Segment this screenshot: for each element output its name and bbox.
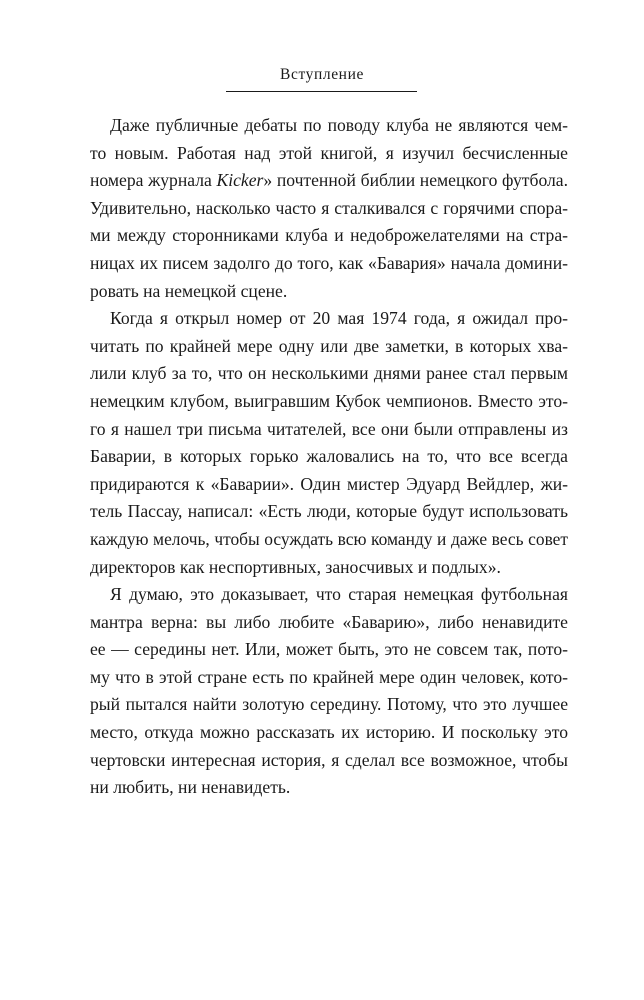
text-line: ее — середины нет. Или, может быть, это не совсем так, пото- <box>90 639 568 660</box>
text-line: му что в этой стране есть по крайней мере один человек, кото- <box>90 666 568 687</box>
text-line: тель Пассау, написал: «Есть люди, которые будут использовать <box>90 501 568 522</box>
text-line: Даже публичные дебаты по поводу клуба не являются чем- <box>110 115 568 135</box>
text-line: немецким клубом, выигравшим Кубок чемпионов. Вместо это- <box>90 390 568 411</box>
text-line: каждую мелочь, чтобы осуждать всю команду и даже весь совет <box>90 528 568 549</box>
text-line-with-italic <box>90 167 568 195</box>
text-line: Баварии, в которых горько жаловались на то, что все всегда <box>90 446 568 467</box>
text-line: место, откуда можно рассказать их историю. И поскольку это <box>90 722 568 743</box>
text-line: то новым. Работая над этой книгой, я изучил бесчисленные <box>90 142 568 163</box>
text-line: Я думаю, это доказывает, что старая немецкая футбольная <box>110 584 568 605</box>
text-line: ми между сторонниками клуба и недоброжелателями на стра- <box>90 225 568 246</box>
text-line: ровать на немецкой сцене. <box>90 280 288 301</box>
text-line: ни любить, ни ненавидеть. <box>90 777 291 798</box>
text-line: чертовски интересная история, я сделал все возможное, чтобы <box>90 749 568 770</box>
text-line: рый пытался найти золотую середину. Потому, что это лучшее <box>90 694 568 715</box>
text-segment: номера журнала <box>90 170 217 191</box>
text-line: читать по крайней мере одну или две заметки, в которых хва- <box>90 335 568 356</box>
text-line: лили клуб за то, что он несколькими днями ранее стал первым <box>90 363 568 384</box>
body-text <box>90 112 568 802</box>
text-line: мантра верна: вы либо любите «Баварию», либо ненавидите <box>90 611 568 632</box>
running-head-rule <box>226 91 417 92</box>
magazine-title: Kicker <box>216 170 264 191</box>
text-line: придираются к «Баварии». Один мистер Эдуард Вейдлер, жи- <box>90 473 568 494</box>
running-head: Вступление <box>280 66 364 83</box>
text-segment: » почтенной библии немецкого футбола. <box>263 170 568 191</box>
text-line: Удивительно, насколько часто я сталкивался с горячими спора- <box>90 197 568 218</box>
text-line: ницах их писем задолго до того, как «Бавария» начала домини- <box>90 252 568 273</box>
text-line: директоров как неспортивных, заносчивых и подлых». <box>90 556 501 577</box>
text-line: го я нашел три письма читателей, все они были отправлены из <box>90 418 568 439</box>
text-line: Когда я открыл номер от 20 мая 1974 года, я ожидал про- <box>110 308 568 329</box>
